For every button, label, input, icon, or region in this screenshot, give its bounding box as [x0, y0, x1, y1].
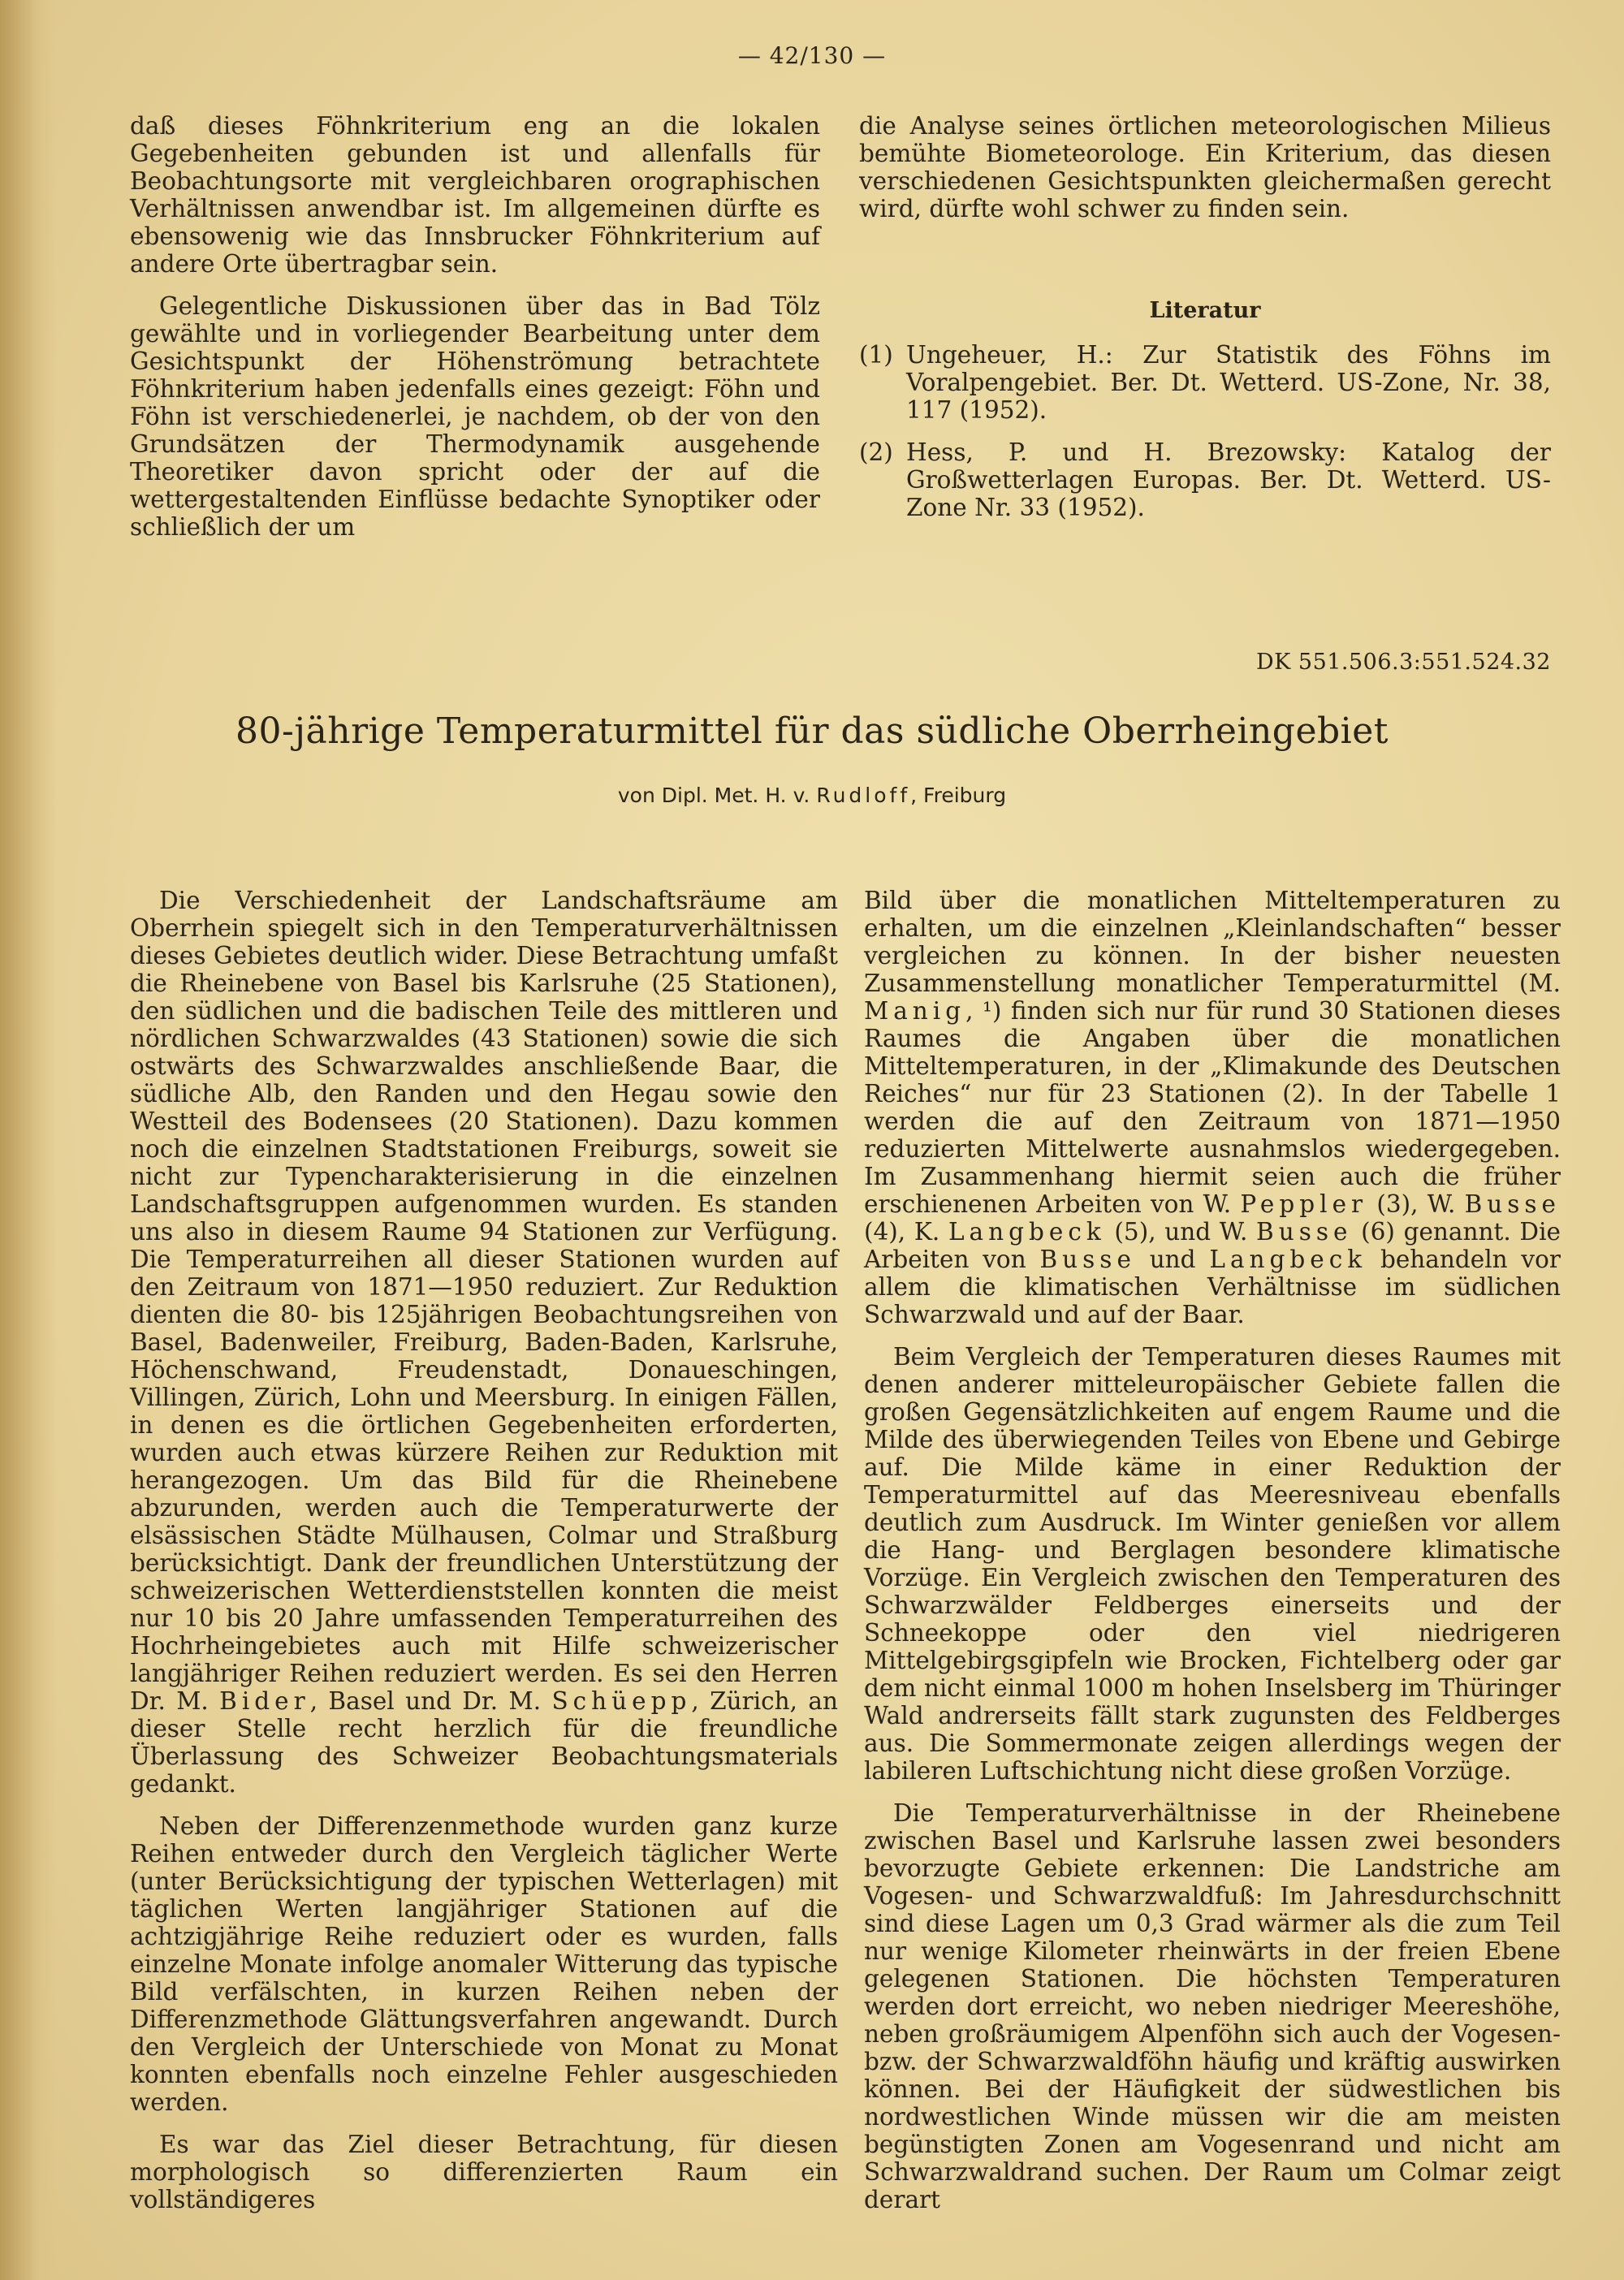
reference-item: [859, 438, 1551, 521]
text-run: behandeln vor allem die klimatischen Verhältnisse im südlichen Schwarzwald und auf der Baar.: [864, 1246, 1561, 1328]
text-run: (4), K.: [864, 1218, 940, 1246]
page-number: — 42/130 —: [737, 42, 887, 69]
name-spaced: Busse: [1256, 1218, 1353, 1246]
byline-author: Rudloff: [816, 784, 911, 807]
name-spaced: Manig: [864, 997, 966, 1025]
main-left-column: [130, 887, 838, 2228]
text-run: und: [1149, 1246, 1196, 1273]
dk-classification: DK 551.506.3:551.524.32: [1255, 650, 1551, 675]
top-left-column: [130, 112, 820, 555]
article-title: 80-jährige Temperaturmittel für das südliche Oberrheingebiet: [235, 710, 1389, 752]
paragraph: die Analyse seines örtlichen meteorologischen Milieus bemühte Biometeorologe. Ein Kriterium, das diesen verschiedenen Gesichtspunkten gleichermaßen gerecht wird, dürfte wohl schwer zu finden sein.: [859, 112, 1551, 222]
byline-suffix: , Freiburg: [910, 784, 1007, 807]
text-run: , ¹) finden sich nur für rund 30 Stationen dieses Raumes die Angaben über die monatlichen Mitteltemperaturen, in der „Klimakunde des Deutschen Reiches“ nur für 23 Stationen (2). In der Tabelle 1 werden die auf den Zeitraum von 1871—1950 reduzierten Mittelwerte ausnahmslos wiedergegeben. Im Zusammenhang hiermit seien auch die früher erschienenen Arbeiten von W.: [864, 997, 1561, 1218]
name-spaced: Schüepp: [551, 1687, 692, 1715]
name-spaced: Busse: [1039, 1246, 1136, 1273]
paragraph: Es war das Ziel dieser Betrachtung, für diesen morphologisch so differenzierten Raum ein vollständigeres: [130, 2131, 838, 2213]
paragraph: Neben der Differenzenmethode wurden ganz kurze Reihen entweder durch den Vergleich täglicher Werte (unter Berücksichtigung der typischen Wetterlagen) mit täglichen Werten langjähriger Stationen auf die achtzigjährige Reihe reduziert oder es wurden, falls einzelne Monate infolge anomaler Witterung das typische Bild verfälschten, in kurzen Reihen neben der Differenzmethode Glättungsverfahren angewandt. Durch den Vergleich der Unterschiede von Monat zu Monat konnten ebenfalls noch einzelne Fehler ausgeschieden werden.: [130, 1812, 838, 2116]
byline-prefix: von Dipl. Met. H. v.: [617, 784, 810, 807]
paragraph: Beim Vergleich der Temperaturen dieses Raumes mit denen anderer mitteleuropäischer Gebiete fallen die großen Gegensätzlichkeiten auf engem Raume und die Milde des überwiegenden Teiles von Ebene und Gebirge auf. Die Milde käme in einer Reduktion der Temperaturmittel auf das Meeresniveau ebenfalls deutlich zum Ausdruck. Im Winter genießen vor allem die Hang- und Berglagen besondere klimatische Vorzüge. Ein Vergleich zwischen den Temperaturen des Schwarzwälder Feldberges einerseits und der Schneekoppe oder den viel niedrigeren Mittelgebirgsgipfeln wie Brocken, Fichtelberg oder gar dem nicht einmal 1000 m hohen Inselsberg im Thüringer Wald andrerseits fällt stark zugunsten des Feldberges aus. Die Sommermonate zeigen allerdings wegen der labileren Luftschichtung nicht diese großen Vorzüge.: [864, 1343, 1561, 1785]
text-run: (6) genannt. Die Arbeiten von: [864, 1218, 1561, 1273]
reference-text: Ungeheuer, H.: Zur Statistik des Föhns im Voralpengebiet. Ber. Dt. Wetterd. US-Zone, Nr. 38, 117 (1952).: [906, 341, 1551, 424]
page-edge-shadow: [0, 0, 57, 2280]
paragraph: daß dieses Föhnkriterium eng an die lokalen Gegebenheiten gebunden ist und allenfalls für Beobachtungsorte mit vergleichbaren orographischen Verhältnissen anwendbar ist. Im allgemeinen dürfte es ebensowenig wie das Innsbrucker Föhnkriterium auf andere Orte übertragbar sein.: [130, 112, 820, 278]
name-spaced: Langbeck: [1209, 1246, 1367, 1273]
reference-text: Hess, P. und H. Brezowsky: Katalog der Großwetterlagen Europas. Ber. Dt. Wetterd. US-Zone Nr. 33 (1952).: [906, 438, 1551, 521]
paragraph: [864, 887, 1561, 1328]
article-byline: [0, 784, 1624, 807]
name-spaced: Peppler: [1240, 1190, 1368, 1218]
reference-number: (2): [859, 438, 893, 466]
paragraph: [130, 887, 838, 1798]
paragraph: Die Temperaturverhältnisse in der Rheinebene zwischen Basel und Karlsruhe lassen zwei besonders bevorzugte Gebiete erkennen: Die Landstriche am Vogesen- und Schwarzwaldfuß: Im Jahresdurchschnitt sind diese Lagen um 0,3 Grad wärmer als die zum Teil nur wenige Kilometer rheinwärts in der freien Ebene gelegenen Stationen. Die höchsten Temperaturen werden dort erreicht, wo neben niedriger Meereshöhe, neben großräumigem Alpenföhn sich auch der Vogesen- bzw. der Schwarzwaldföhn häufig und kräftig auswirken können. Bei der Häufigkeit der südwestlichen bis nordwestlichen Winde müssen wir die am meisten begünstigten Zonen am Vogesenrand und nicht am Schwarzwaldrand suchen. Der Raum um Colmar zeigt derart: [864, 1799, 1561, 2213]
reference-number: (1): [859, 341, 893, 369]
text-run: Bild über die monatlichen Mitteltemperaturen zu erhalten, um die einzelnen „Kleinlandschaften“ besser vergleichen zu können. In der bisher neuesten Zusammenstellung monatlicher Temperaturmittel (M.: [864, 887, 1561, 997]
main-right-column: [864, 887, 1561, 2228]
paragraph: Gelegentliche Diskussionen über das in Bad Tölz gewählte und in vorliegender Bearbeitung unter dem Gesichtspunkt der Höhenströmung betrachtete Föhnkriterium haben jedenfalls eines gezeigt: Föhn und Föhn ist verschiedenerlei, je nachdem, ob der von den Grundsätzen der Thermodynamik ausgehende Theoretiker davon spricht oder der auf die wettergestaltenden Einflüsse bedachte Synoptiker oder schließlich der um: [130, 292, 820, 541]
name-spaced: Bider: [219, 1687, 310, 1715]
text-run: Die Verschiedenheit der Landschaftsräume am Oberrhein spiegelt sich in den Temperaturverhältnissen dieses Gebietes deutlich wider. Diese Betrachtung umfaßt die Rheinebene von Basel bis Karlsruhe (25 Stationen), den südlichen und die badischen Teile des mittleren und nördlichen Schwarzwaldes (43 Stationen) sowie die sich ostwärts des Schwarzwaldes anschließende Baar, die südliche Alb, den Randen und den Hegau sowie den Westteil des Bodensees (20 Stationen). Dazu kommen noch die einzelnen Stadtstationen Freiburgs, soweit sie nicht zur Typencharakterisierung in die einzelnen Landschaftsgruppen aufgenommen wurden. Es standen uns also in diesem Raume 94 Stationen zur Verfügung. Die Temperaturreihen all dieser Stationen wurden auf den Zeitraum von 1871—1950 reduziert. Zur Reduktion dienten die 80- bis 125jährigen Beobachtungsreihen von Basel, Badenweiler, Freiburg, Baden-Baden, Karlsruhe, Höchenschwand, Freudenstadt, Donaueschingen, Villingen, Zürich, Lohn und Meersburg. In einigen Fällen, in denen es die örtlichen Gegebenheiten erforderten, wurden auch etwas kürzere Reihen zur Reduktion mit herangezogen. Um das Bild für die Rheinebene abzurunden, werden auch die Temperaturwerte der elsässischen Städte Mülhausen, Colmar und Straßburg berücksichtigt. Dank der freundlichen Unterstützung der schweizerischen Wetterdienststellen konnten die meist nur 10 bis 20 Jahre umfassenden Temperaturreihen des Hochrheingebietes auch mit Hilfe schweizerischer langjähriger Reihen reduziert werden. Es sei den Herren Dr. M.: [130, 887, 838, 1715]
literature-heading: Literatur: [1149, 298, 1261, 323]
text-run: , Zürich, an dieser Stelle recht herzlich für die freundliche Überlassung des Schweizer Beobachtungsmaterials gedankt.: [130, 1687, 838, 1798]
text-run: (5), und W.: [1114, 1218, 1248, 1246]
name-spaced: Busse: [1464, 1190, 1561, 1218]
text-run: , Basel und Dr. M.: [309, 1687, 542, 1715]
text-run: (3), W.: [1376, 1190, 1456, 1218]
top-right-column: [859, 112, 1551, 536]
reference-item: [859, 341, 1551, 424]
name-spaced: Langbeck: [948, 1218, 1106, 1246]
